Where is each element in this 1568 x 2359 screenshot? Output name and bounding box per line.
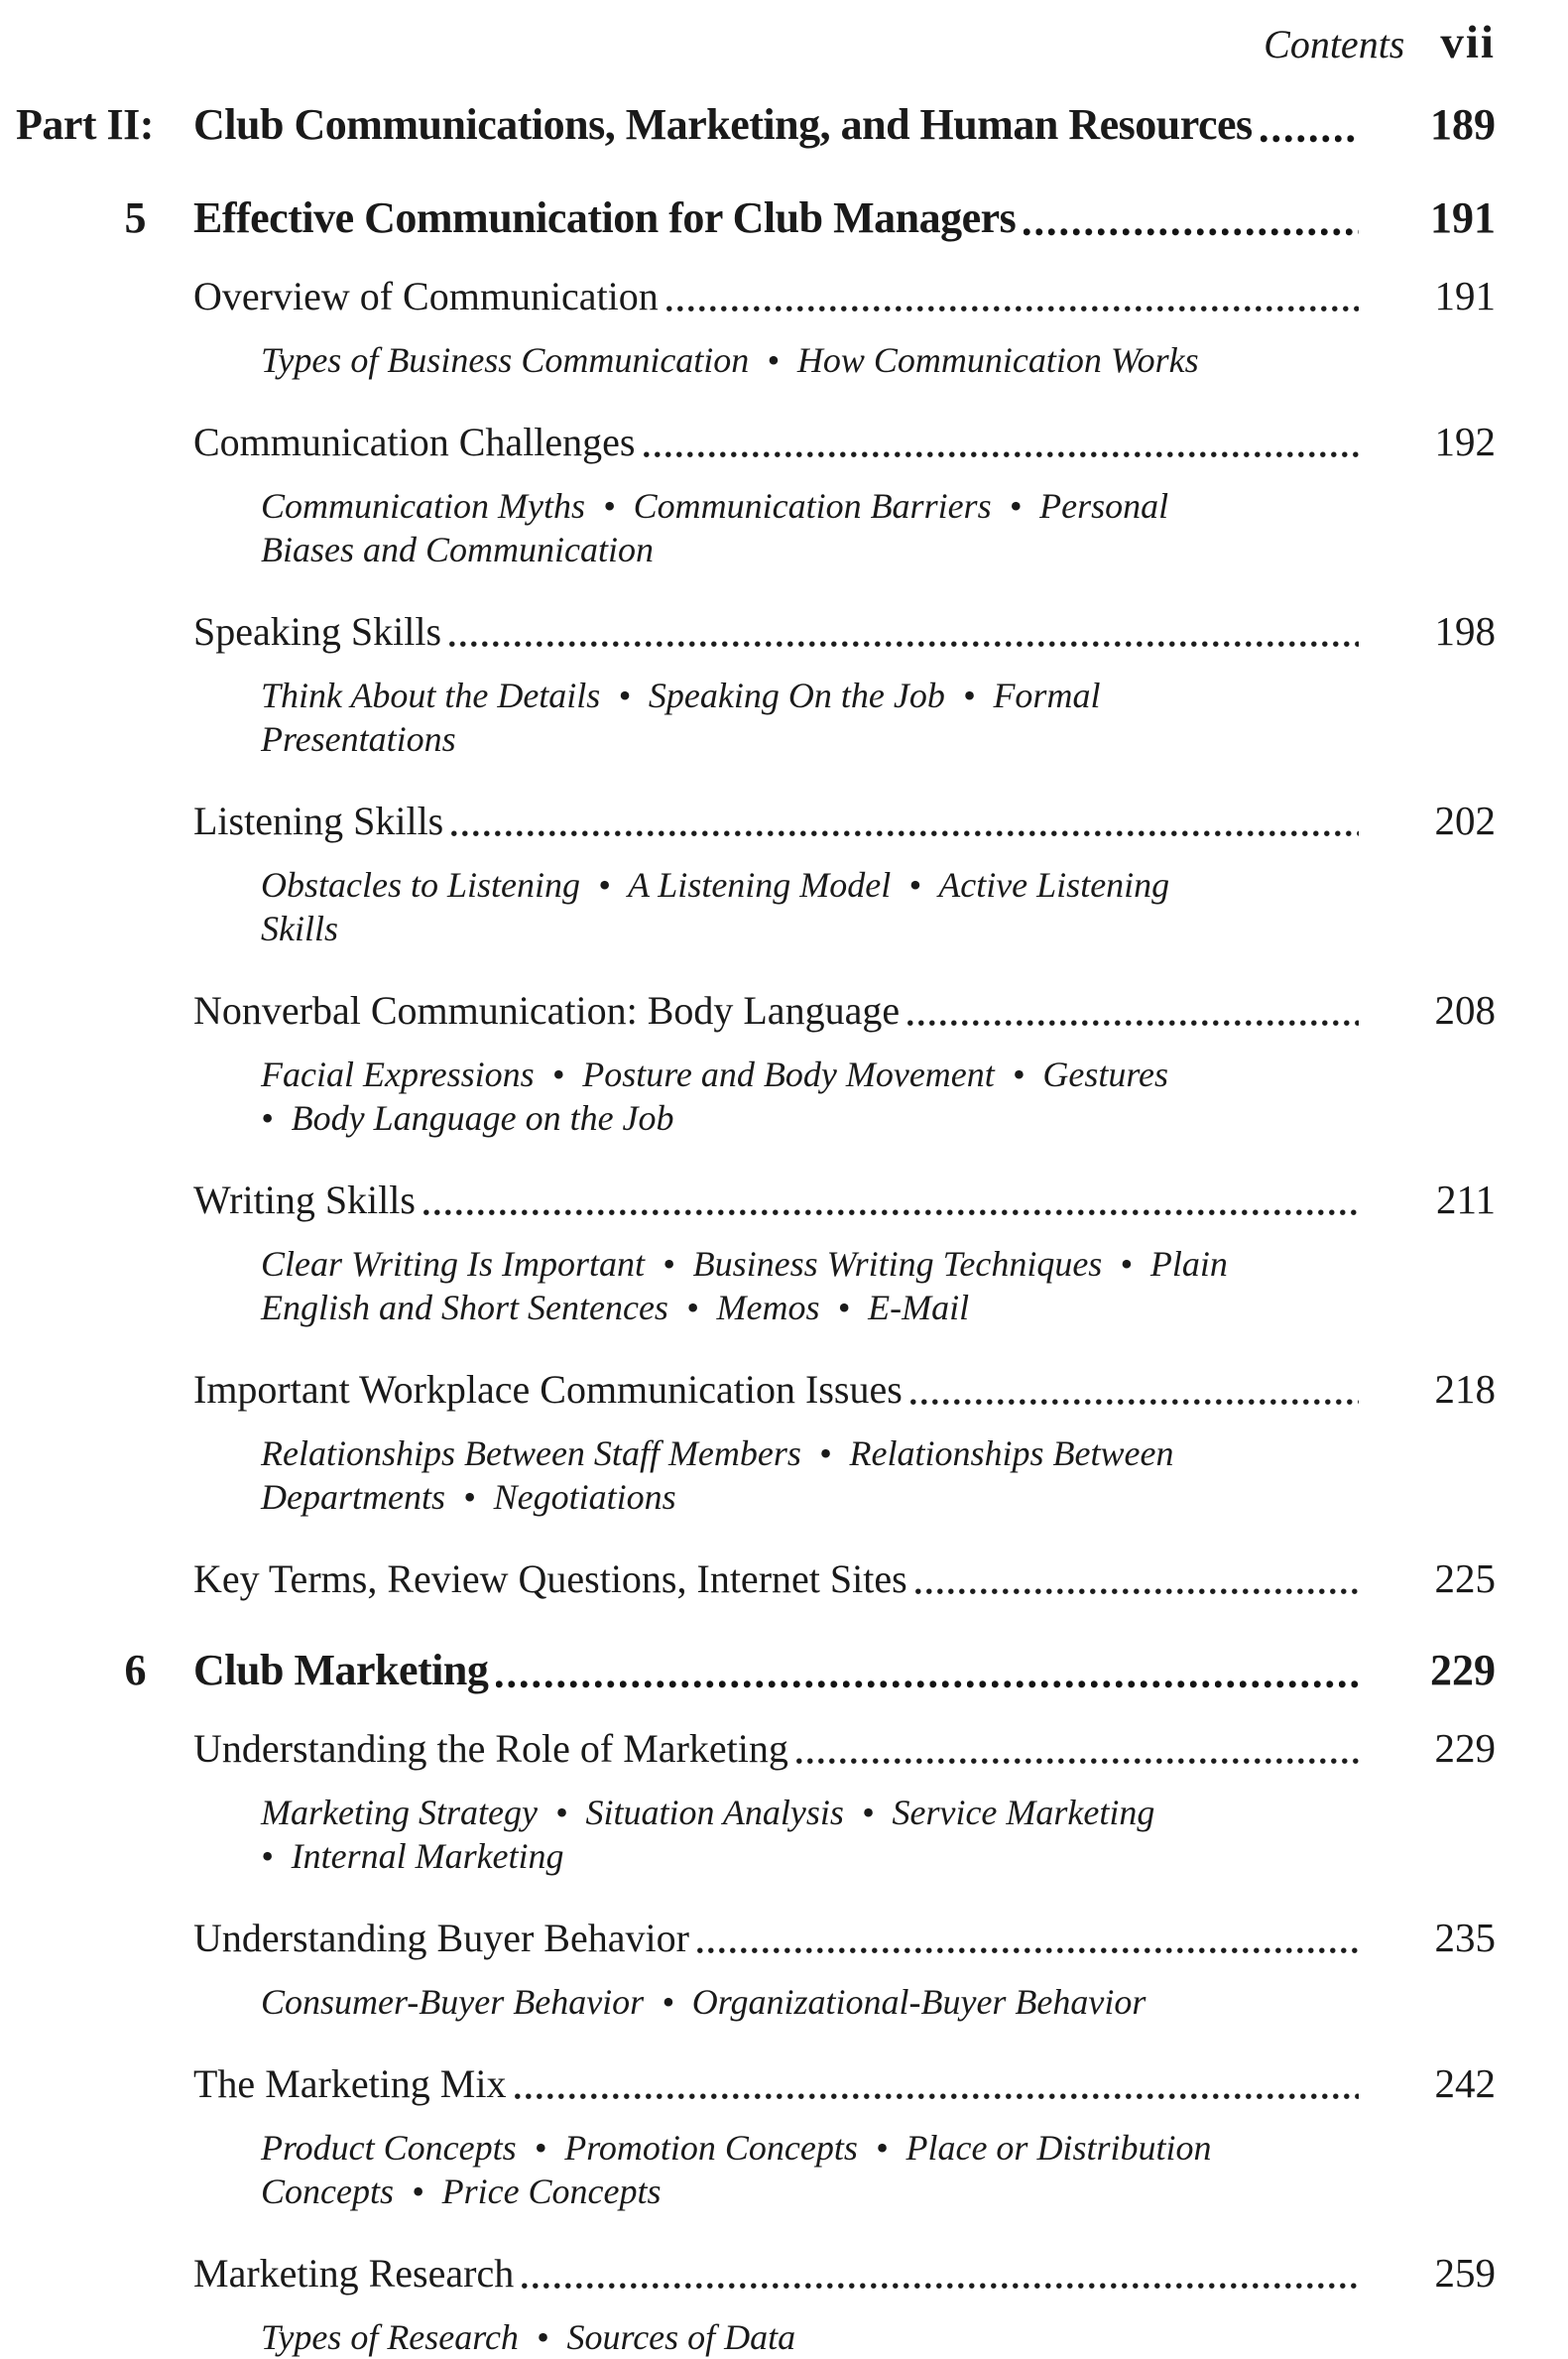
topic-line: Think About the Details • Speaking On the Job • Formal bbox=[261, 676, 1101, 715]
toc-topics-row bbox=[16, 484, 1496, 571]
topic-lines bbox=[193, 338, 1199, 382]
dot-leader bbox=[451, 829, 1359, 838]
page-number: 198 bbox=[1434, 608, 1496, 654]
page-number: 211 bbox=[1436, 1177, 1496, 1222]
toc-chapter-row bbox=[16, 1645, 1496, 1696]
topic-line: Departments • Negotiations bbox=[261, 1477, 676, 1517]
page-number: 218 bbox=[1434, 1366, 1496, 1412]
toc-section-row bbox=[16, 1176, 1496, 1224]
chapter-number: 5 bbox=[124, 193, 146, 242]
page-number: 259 bbox=[1434, 2250, 1496, 2296]
dot-leader bbox=[1261, 134, 1359, 144]
topic-line: • Internal Marketing bbox=[261, 1836, 564, 1876]
topic-line: Presentations bbox=[261, 719, 456, 759]
toc-section-row bbox=[16, 1554, 1496, 1603]
topic-line: Types of Business Communication • How Communication Works bbox=[261, 340, 1199, 380]
page-number: 189 bbox=[1430, 100, 1496, 149]
toc-topics-row bbox=[16, 2315, 1496, 2359]
section-title: Listening Skills bbox=[193, 799, 444, 843]
page-number: 192 bbox=[1434, 419, 1496, 464]
topic-line: Clear Writing Is Important • Business Writing Techniques • Plain bbox=[261, 1244, 1228, 1284]
dot-leader bbox=[449, 640, 1359, 649]
running-title: Contents bbox=[1264, 22, 1405, 66]
page-number: 208 bbox=[1434, 987, 1496, 1033]
page-number: 191 bbox=[1430, 193, 1496, 242]
topic-line: Facial Expressions • Posture and Body Movement • Gestures bbox=[261, 1055, 1169, 1094]
page-header bbox=[16, 18, 1496, 67]
page-number: 229 bbox=[1430, 1646, 1496, 1694]
toc-topics-row bbox=[16, 863, 1496, 950]
dot-leader bbox=[697, 1946, 1359, 1955]
toc-topics-row bbox=[16, 1980, 1496, 2024]
toc-section-row bbox=[16, 418, 1496, 466]
topic-lines bbox=[193, 1242, 1228, 1329]
page-number: 229 bbox=[1434, 1725, 1496, 1771]
topic-lines bbox=[193, 2315, 795, 2359]
chapter-title: Club Marketing bbox=[193, 1646, 489, 1694]
part-title: Club Communications, Marketing, and Human Resources bbox=[193, 100, 1253, 149]
toc-topics-row bbox=[16, 674, 1496, 761]
toc-section-row bbox=[16, 986, 1496, 1035]
section-title: Overview of Communication bbox=[193, 274, 659, 318]
toc-section-row bbox=[16, 1365, 1496, 1414]
toc-chapter-row bbox=[16, 192, 1496, 244]
section-title: Key Terms, Review Questions, Internet Sites bbox=[193, 1556, 907, 1601]
toc-section-row bbox=[16, 272, 1496, 320]
dot-leader bbox=[496, 1679, 1359, 1689]
dot-leader bbox=[423, 1208, 1359, 1217]
toc-topics-row bbox=[16, 338, 1496, 382]
dot-leader bbox=[796, 1757, 1359, 1766]
page-number: 202 bbox=[1434, 798, 1496, 843]
page-number: 191 bbox=[1434, 273, 1496, 318]
part-label-cell bbox=[16, 99, 193, 151]
section-title: Communication Challenges bbox=[193, 420, 636, 464]
toc-topics-row bbox=[16, 2126, 1496, 2213]
topic-line: Marketing Strategy • Situation Analysis • Service Marketing bbox=[261, 1793, 1155, 1832]
topic-lines bbox=[193, 484, 1168, 571]
section-title: Nonverbal Communication: Body Language bbox=[193, 988, 901, 1033]
section-title: The Marketing Mix bbox=[193, 2061, 507, 2106]
page-number-label: vii bbox=[1440, 17, 1496, 68]
toc-section-row bbox=[16, 2249, 1496, 2297]
section-title: Important Workplace Communication Issues bbox=[193, 1367, 903, 1412]
section-title: Speaking Skills bbox=[193, 609, 442, 654]
page-number: 235 bbox=[1434, 1915, 1496, 1960]
topic-line: Obstacles to Listening • A Listening Model • Active Listening bbox=[261, 865, 1170, 905]
toc-section-row bbox=[16, 2059, 1496, 2108]
toc-topics-row bbox=[16, 1791, 1496, 1878]
section-title: Understanding Buyer Behavior bbox=[193, 1916, 689, 1960]
chapter-number: 6 bbox=[124, 1646, 146, 1694]
chapter-title: Effective Communication for Club Managers bbox=[193, 193, 1017, 242]
toc-section-row bbox=[16, 1914, 1496, 1962]
topic-lines bbox=[193, 1053, 1168, 1140]
topic-line: • Body Language on the Job bbox=[261, 1098, 674, 1138]
topic-line: Types of Research • Sources of Data bbox=[261, 2317, 796, 2357]
section-title: Writing Skills bbox=[193, 1178, 416, 1222]
toc-topics-row bbox=[16, 1431, 1496, 1519]
part-label: Part II: bbox=[16, 100, 154, 149]
dot-leader bbox=[522, 2282, 1359, 2291]
topic-lines bbox=[193, 1431, 1173, 1519]
dot-leader bbox=[907, 1019, 1359, 1028]
topic-lines bbox=[193, 863, 1169, 950]
section-title: Understanding the Role of Marketing bbox=[193, 1726, 788, 1771]
topic-lines bbox=[193, 2126, 1211, 2213]
topic-line: Skills bbox=[261, 909, 338, 948]
dot-leader bbox=[644, 450, 1360, 459]
page-number: 242 bbox=[1434, 2060, 1496, 2106]
topic-line: English and Short Sentences • Memos • E-Mail bbox=[261, 1288, 970, 1327]
dot-leader bbox=[1024, 227, 1359, 237]
topic-line: Consumer-Buyer Behavior • Organizational-Buyer Behavior bbox=[261, 1982, 1146, 2022]
page-number: 225 bbox=[1434, 1555, 1496, 1601]
dot-leader bbox=[666, 305, 1359, 313]
toc-section-row bbox=[16, 1724, 1496, 1773]
topic-lines bbox=[193, 1980, 1146, 2024]
toc-part-row bbox=[16, 99, 1496, 151]
toc-topics-row bbox=[16, 1053, 1496, 1140]
topic-lines bbox=[193, 1791, 1154, 1878]
toc-section-row bbox=[16, 797, 1496, 845]
topic-line: Communication Myths • Communication Barriers • Personal bbox=[261, 486, 1169, 526]
toc-list bbox=[16, 99, 1496, 2359]
topic-line: Relationships Between Staff Members • Relationships Between bbox=[261, 1433, 1174, 1473]
toc-section-row bbox=[16, 607, 1496, 656]
dot-leader bbox=[915, 1587, 1359, 1596]
topic-line: Concepts • Price Concepts bbox=[261, 2172, 662, 2211]
topic-line: Biases and Communication bbox=[261, 530, 654, 569]
dot-leader bbox=[515, 2092, 1360, 2101]
toc-topics-row bbox=[16, 1242, 1496, 1329]
topic-line: Product Concepts • Promotion Concepts • Place or Distribution bbox=[261, 2128, 1212, 2168]
dot-leader bbox=[910, 1398, 1359, 1407]
topic-lines bbox=[193, 674, 1100, 761]
section-title: Marketing Research bbox=[193, 2251, 515, 2296]
